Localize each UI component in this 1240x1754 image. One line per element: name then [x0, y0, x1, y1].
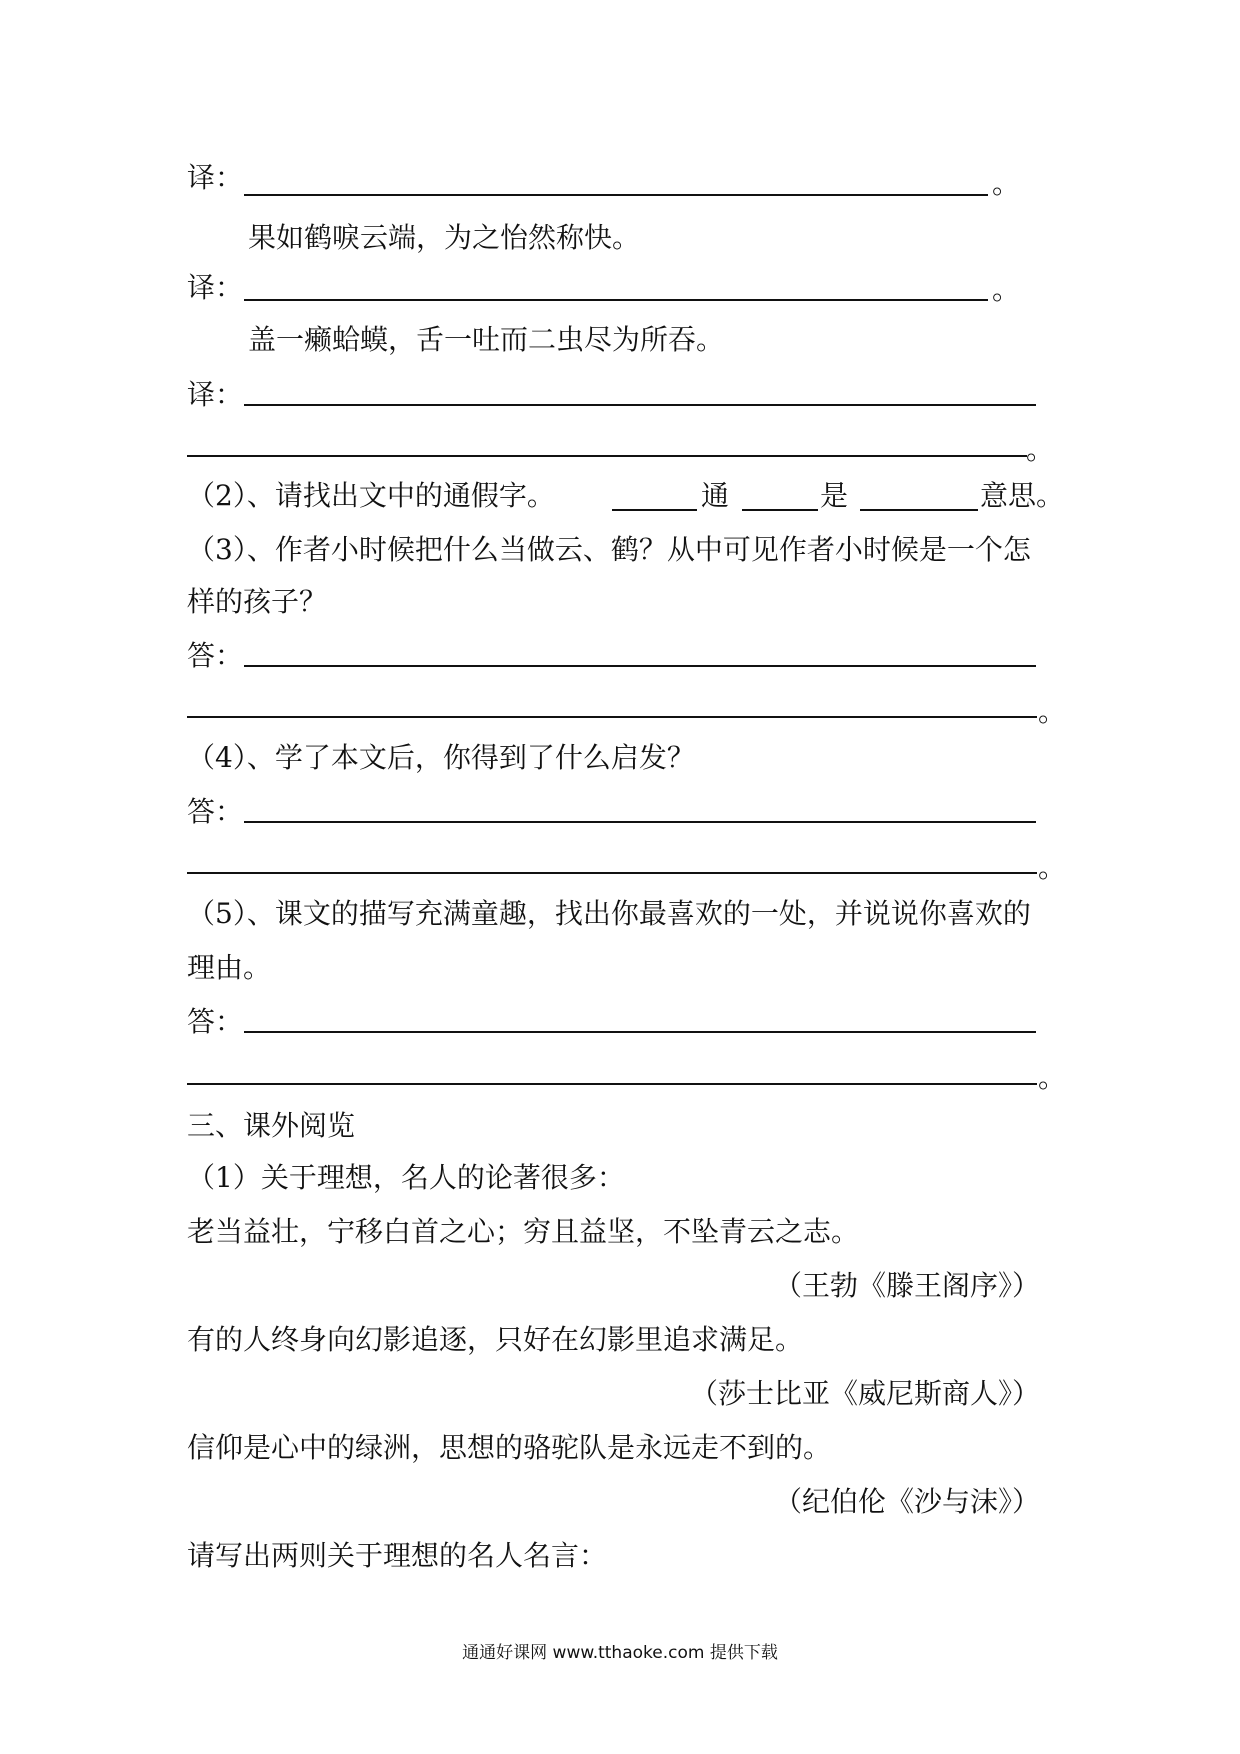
answer-line[interactable] — [244, 1031, 1036, 1033]
answer-line[interactable] — [187, 716, 1037, 718]
quote-text: 老当益壮，宁移白首之心；穷且益坚，不坠青云之志。 — [187, 1215, 860, 1248]
question-3-line2: 样的孩子？ — [187, 585, 328, 618]
classical-sentence: 盖一癞蛤蟆，舌一吐而二虫尽为所吞。 — [248, 323, 725, 356]
period: 。 — [1038, 851, 1067, 884]
period: 。 — [1026, 433, 1055, 466]
quote-source: （纪伯伦《沙与沫》） — [773, 1485, 1040, 1518]
quote-source: （莎士比亚《威尼斯商人》） — [689, 1377, 1040, 1410]
quote-source: （王勃《滕王阁序》） — [773, 1269, 1040, 1302]
blank-char[interactable] — [742, 509, 818, 511]
answer-line[interactable] — [187, 455, 1027, 457]
blank-char[interactable] — [612, 509, 697, 511]
question-3-line1: （3）、作者小时候把什么当做云、鹤？从中可见作者小时候是一个怎 — [187, 533, 1031, 566]
translate-label: 译： — [187, 378, 244, 411]
page-footer: 通通好课网 www.tthaoke.com 提供下载 — [462, 1643, 778, 1663]
answer-line[interactable] — [187, 872, 1037, 874]
period: 。 — [992, 273, 1021, 306]
question-2: （2）、请找出文中的通假字。 — [187, 479, 555, 512]
question-5-line2: 理由。 — [187, 951, 272, 984]
shi-label: 是 — [820, 479, 849, 512]
answer-line[interactable] — [244, 821, 1036, 823]
period: 。 — [992, 167, 1021, 200]
period: 。 — [1038, 1061, 1067, 1094]
answer-line[interactable] — [244, 665, 1036, 667]
section-heading: 三、课外阅览 — [187, 1109, 356, 1142]
answer-line[interactable] — [187, 1083, 1037, 1085]
translate-label: 译： — [187, 271, 244, 304]
answer-line[interactable] — [244, 299, 988, 301]
writing-prompt: 请写出两则关于理想的名人名言： — [187, 1539, 608, 1572]
question-5-line1: （5）、课文的描写充满童趣，找出你最喜欢的一处，并说说你喜欢的 — [187, 897, 1031, 930]
question-4: （4）、学了本文后，你得到了什么启发？ — [187, 741, 695, 774]
tong-label: 通 — [701, 479, 730, 512]
answer-label: 答： — [187, 1005, 244, 1038]
classical-sentence: 果如鹤唳云端，为之怡然称快。 — [248, 221, 641, 254]
period: 。 — [1038, 695, 1067, 728]
quote-text: 有的人终身向幻影追逐，只好在幻影里追求满足。 — [187, 1323, 804, 1356]
answer-label: 答： — [187, 639, 244, 672]
translate-label: 译： — [187, 161, 244, 194]
quote-text: 信仰是心中的绿洲，思想的骆驼队是永远走不到的。 — [187, 1431, 832, 1464]
answer-line[interactable] — [244, 404, 1036, 406]
section-intro: （1）关于理想，名人的论著很多： — [187, 1161, 625, 1194]
answer-line[interactable] — [244, 194, 988, 196]
blank-meaning[interactable] — [860, 509, 978, 511]
answer-label: 答： — [187, 795, 244, 828]
yisi-label: 意思。 — [980, 479, 1065, 512]
